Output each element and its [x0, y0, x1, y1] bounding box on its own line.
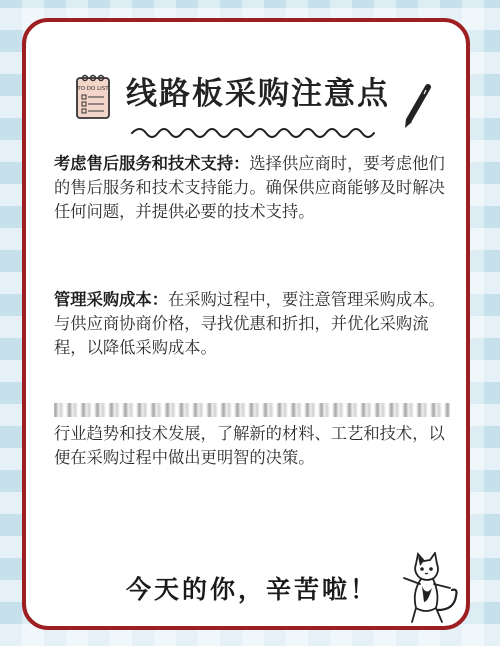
title-row — [26, 62, 474, 132]
page-title: 线路板采购注意点 — [126, 76, 390, 112]
section-body: 行业趋势和技术发展，了解新的材料、工艺和技术，以便在采购过程中做出更明智的决策。 — [54, 424, 445, 467]
section-heading: 考虑售后服务和技术支持： — [54, 154, 250, 173]
cat-icon — [398, 552, 460, 628]
section-cost — [54, 288, 450, 360]
section-heading: 管理采购成本： — [54, 290, 168, 309]
section-body: 在采购过程中，要注意管理采购成本。与供应商协商价格，寻找优惠和折扣，并优化采购流程，以降低采购成本。 — [54, 290, 445, 357]
section-after-sales — [54, 152, 450, 224]
section-trends — [54, 398, 450, 470]
notepad-icon — [74, 72, 114, 122]
section-body: 选择供应商时，要考虑他们的售后服务和技术支持能力。确保供应商能够及时解决任何问题，并提供必要的技术支持。 — [54, 154, 445, 221]
pen-icon — [402, 84, 432, 130]
obscured-text-line — [54, 398, 450, 422]
wavy-underline — [130, 124, 380, 140]
footer-message: 今天的你，辛苦啦！ — [126, 575, 379, 604]
notepad-label: TO DO LIST — [77, 86, 109, 92]
content-card — [22, 18, 470, 630]
